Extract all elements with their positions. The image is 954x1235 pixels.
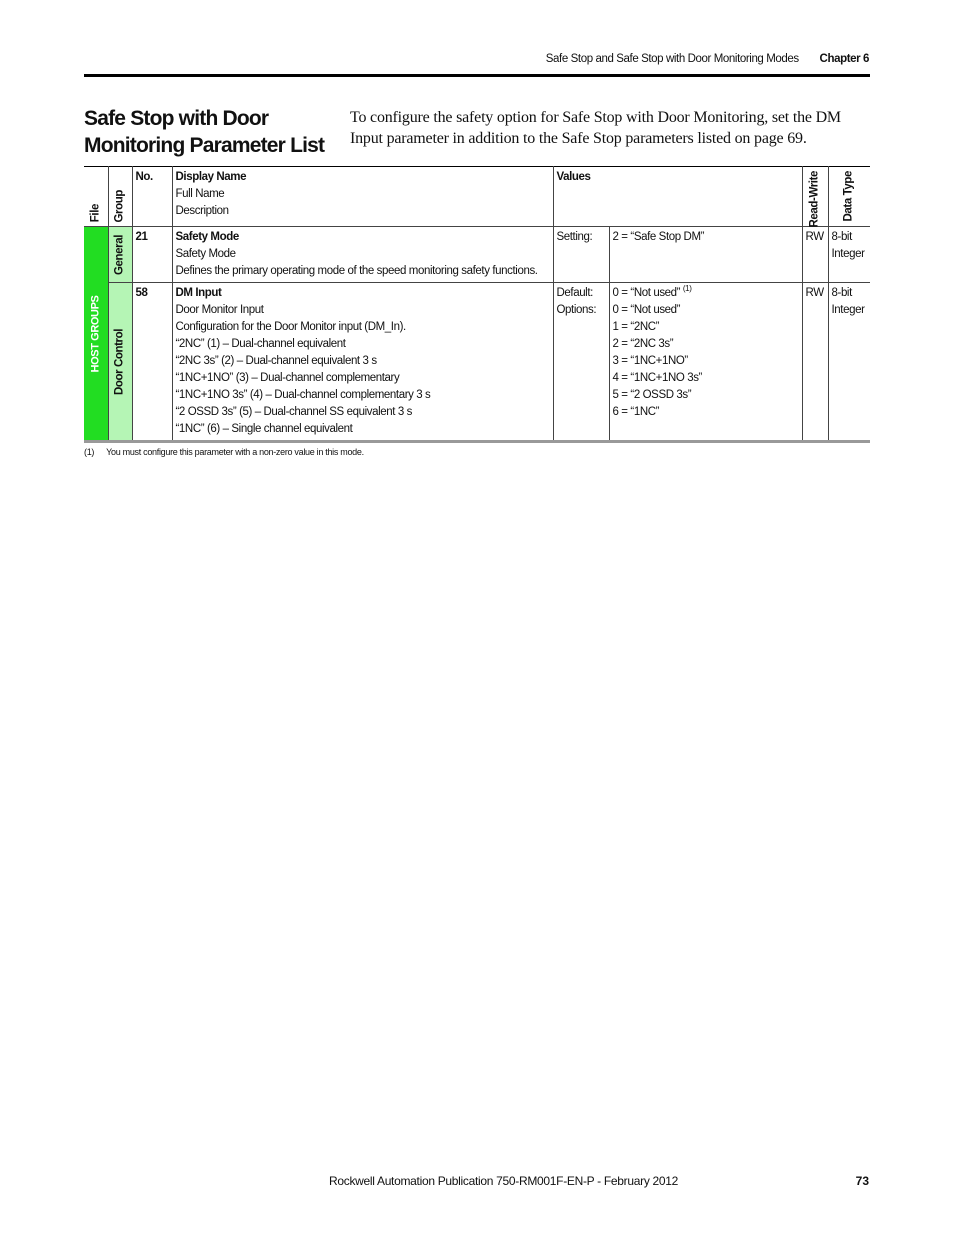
group-cell: Door Control (108, 283, 132, 442)
values-list: 2 = “Safe Stop DM” (609, 227, 802, 283)
parameter-table (84, 166, 870, 443)
group-cell: General (108, 227, 132, 283)
header-read-write: Read-Write (802, 167, 828, 227)
read-write: RW (802, 283, 828, 442)
header-chapter: Chapter 6 (819, 53, 869, 65)
table-row (84, 283, 870, 442)
value-labels: Setting: (553, 227, 609, 283)
data-type: 8-bit Integer (831, 287, 865, 316)
param-number: 21 (132, 227, 172, 283)
section-intro: To configure the safety option for Safe Stop with Door Monitoring, set the DM Input parameter in addition to the Safe Stop parameters listed on page 69. (350, 109, 841, 147)
header-title: Safe Stop and Safe Stop with Door Monitoring Modes (545, 53, 799, 65)
header-data-type: Data Type (842, 171, 855, 222)
param-number: 58 (132, 283, 172, 442)
data-type: 8-bit Integer (831, 231, 865, 260)
header-rule (84, 74, 870, 77)
values-list: 0 = “Not used” $^{(1)}$ 0 = “Not used” 1 = “2NC” 2 = “2NC 3s” 3 = “1NC+1NO” 4 = “1NC+1NO 3s” 5 = “2 OSSD 3s” 6 = “1NC” (609, 283, 802, 442)
footnote (84, 447, 364, 457)
footnote-number: (1) (84, 447, 95, 457)
header-no: No. (132, 167, 172, 227)
param-names: DM Input Door Monitor Input Configuration for the Door Monitor input (DM_In). “2NC” (1) – Dual-channel equivalent “2NC 3s” (2) – Dual-channel equivalent 3 s “1NC+1NO” (3) – Dual-channel complementary “1NC+1NO 3s” (4) – Dual-channel complementary 3 s “2 OSSD 3s” (5) – Dual-channel SS equivalent 3 s “1NC” (6) – Single channel equivalent (172, 283, 553, 442)
header-file: File (84, 167, 108, 227)
running-header (546, 53, 869, 65)
footer-publication: Rockwell Automation Publication 750-RM001F-EN-P - February 2012 (329, 1174, 679, 1188)
section-title: Safe Stop with Door Monitoring Parameter List (84, 107, 325, 157)
file-cell: HOST GROUPS (84, 227, 108, 442)
param-names: Safety Mode Safety Mode Defines the primary operating mode of the speed monitoring safety functions. (172, 227, 553, 283)
table-header-row (84, 167, 870, 227)
header-values: Values (553, 167, 802, 227)
header-group: Group (108, 167, 132, 227)
read-write: RW (802, 227, 828, 283)
header-display-name: Display Name Full Name Description (172, 167, 553, 227)
value-labels: Default: Options: (553, 283, 609, 442)
footnote-ref: (1) (682, 284, 692, 294)
table-row (84, 227, 870, 283)
footnote-text: You must configure this parameter with a non-zero value in this mode. (106, 447, 364, 457)
page-number: 73 (855, 1174, 869, 1188)
